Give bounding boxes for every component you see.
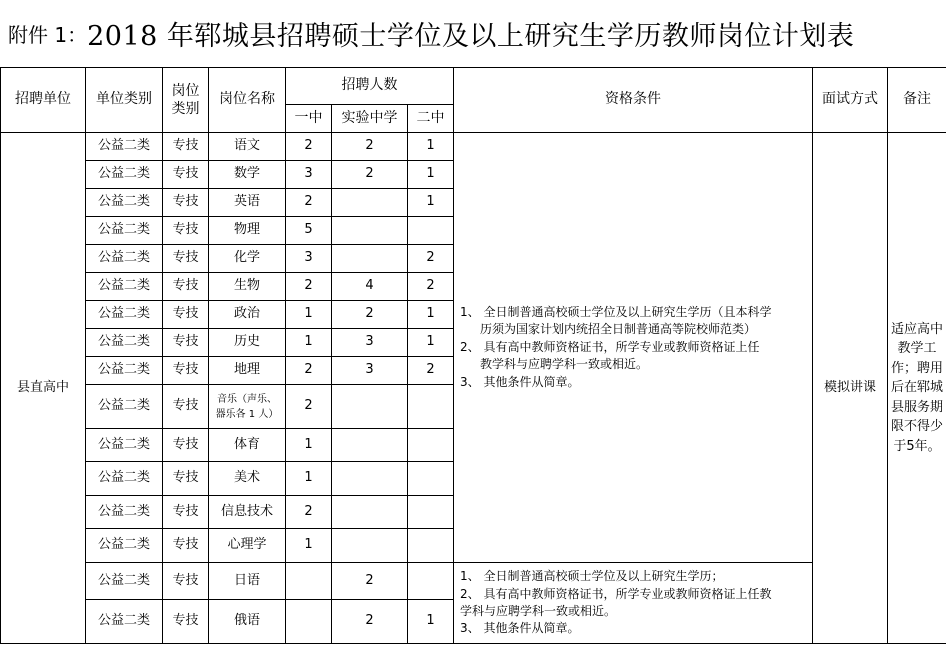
post-type: 专技: [163, 462, 209, 496]
unit-type: 公益二类: [86, 217, 163, 245]
count-yizhong: 1: [286, 529, 332, 563]
count-erzhong: [408, 563, 454, 600]
qualification-line: 3、 其他条件从简章。: [460, 374, 580, 389]
post-name: 心理学: [209, 529, 286, 563]
count-yizhong: 2: [286, 189, 332, 217]
post-name: 语文: [209, 133, 286, 161]
count-yizhong: 2: [286, 385, 332, 429]
header-school-erzhong: 二中: [408, 105, 454, 133]
unit-type: 公益二类: [86, 429, 163, 462]
count-shiyan: 2: [332, 161, 408, 189]
unit-type: 公益二类: [86, 496, 163, 529]
post-name: 英语: [209, 189, 286, 217]
qualification-line: 教学科与应聘学科一致或相近。: [480, 357, 649, 372]
post-type: 专技: [163, 600, 209, 644]
count-yizhong: 3: [286, 161, 332, 189]
post-name: [209, 385, 286, 429]
unit-type: 公益二类: [86, 189, 163, 217]
count-shiyan: [332, 217, 408, 245]
table-row: [1, 563, 946, 600]
count-erzhong: [408, 217, 454, 245]
post-name: 美术: [209, 462, 286, 496]
count-shiyan: [332, 429, 408, 462]
count-shiyan: 2: [332, 133, 408, 161]
count-erzhong: 1: [408, 189, 454, 217]
count-erzhong: [408, 385, 454, 429]
qualification-language: [454, 563, 813, 644]
unit-type: 公益二类: [86, 462, 163, 496]
count-erzhong: [408, 496, 454, 529]
count-yizhong: [286, 600, 332, 644]
count-erzhong: 1: [408, 161, 454, 189]
post-type: 专技: [163, 273, 209, 301]
count-shiyan: [332, 245, 408, 273]
remark-note: 适应高中教学工作；聘用后在郓城县服务期限不得少于5年。: [888, 133, 946, 644]
post-name: 体育: [209, 429, 286, 462]
post-name: 历史: [209, 329, 286, 357]
count-erzhong: 1: [408, 301, 454, 329]
qualification-line: 2、 具有高中教师资格证书，所学专业或教师资格证上任: [460, 339, 760, 354]
unit-type: 公益二类: [86, 301, 163, 329]
table-row: [1, 133, 946, 161]
qualification-line: 1、 全日制普通高校硕士学位及以上研究生学历；: [460, 569, 724, 584]
count-yizhong: 1: [286, 429, 332, 462]
count-yizhong: 1: [286, 462, 332, 496]
count-yizhong: 1: [286, 301, 332, 329]
post-type: 专技: [163, 496, 209, 529]
post-name: 化学: [209, 245, 286, 273]
count-erzhong: [408, 429, 454, 462]
unit-type: 公益二类: [86, 529, 163, 563]
header-post-type-line1: 岗位: [171, 82, 200, 99]
page-title: 2018 年郓城县招聘硕士学位及以上研究生学历教师岗位计划表: [87, 20, 855, 52]
unit-type: 公益二类: [86, 357, 163, 385]
count-shiyan: 3: [332, 329, 408, 357]
unit-type: 公益二类: [86, 385, 163, 429]
qualification-line: 历须为国家计划内统招全日制普通高等院校师范类）: [480, 322, 757, 337]
qualification-general: [454, 133, 813, 563]
post-type: 专技: [163, 563, 209, 600]
unit-type: 公益二类: [86, 161, 163, 189]
post-type: 专技: [163, 301, 209, 329]
attachment-label: 附件 1：: [8, 22, 88, 47]
unit-type: 公益二类: [86, 563, 163, 600]
post-name-line2: 器乐各 1 人）: [215, 408, 279, 420]
unit-type: 公益二类: [86, 133, 163, 161]
count-shiyan: [332, 189, 408, 217]
count-shiyan: [332, 529, 408, 563]
count-yizhong: [286, 563, 332, 600]
post-name: 政治: [209, 301, 286, 329]
header-unit: 招聘单位: [1, 68, 86, 133]
count-erzhong: 1: [408, 133, 454, 161]
count-shiyan: [332, 462, 408, 496]
post-name: 日语: [209, 563, 286, 600]
count-shiyan: 2: [332, 563, 408, 600]
count-yizhong: 2: [286, 273, 332, 301]
header-count: 招聘人数: [286, 68, 454, 105]
count-shiyan: 3: [332, 357, 408, 385]
header-remark: 备注: [888, 68, 946, 133]
header-school-shiyan: 实验中学: [332, 105, 408, 133]
header-qualification: 资格条件: [454, 68, 813, 133]
qualification-line: 3、 其他条件从简章。: [460, 621, 580, 636]
post-name: 物理: [209, 217, 286, 245]
header-unit-type: 单位类别: [86, 68, 163, 133]
count-erzhong: 2: [408, 357, 454, 385]
post-type: 专技: [163, 133, 209, 161]
count-yizhong: 2: [286, 357, 332, 385]
count-shiyan: [332, 385, 408, 429]
unit-name: 县直高中: [1, 133, 86, 644]
header-post-type-line2: 类别: [171, 101, 200, 117]
document-title: [0, 0, 946, 66]
header-post-type: [163, 68, 209, 133]
post-name: 信息技术: [209, 496, 286, 529]
count-yizhong: 3: [286, 245, 332, 273]
header-post-name: 岗位名称: [209, 68, 286, 133]
qualification-line: 1、 全日制普通高校硕士学位及以上研究生学历（且本科学: [460, 305, 772, 320]
header-interview: 面试方式: [813, 68, 888, 133]
count-erzhong: 2: [408, 245, 454, 273]
count-shiyan: 2: [332, 301, 408, 329]
post-name-line1: 音乐（声乐、: [217, 393, 277, 405]
post-type: 专技: [163, 189, 209, 217]
count-shiyan: 2: [332, 600, 408, 644]
count-yizhong: 2: [286, 496, 332, 529]
post-type: 专技: [163, 385, 209, 429]
unit-type: 公益二类: [86, 600, 163, 644]
post-name: 地理: [209, 357, 286, 385]
count-erzhong: 2: [408, 273, 454, 301]
post-type: 专技: [163, 217, 209, 245]
post-type: 专技: [163, 357, 209, 385]
post-name: 数学: [209, 161, 286, 189]
count-yizhong: 5: [286, 217, 332, 245]
unit-type: 公益二类: [86, 329, 163, 357]
post-type: 专技: [163, 429, 209, 462]
post-type: 专技: [163, 529, 209, 563]
qualification-line: 2、 具有高中教师资格证书，所学专业或教师资格证上任教: [460, 586, 772, 601]
post-type: 专技: [163, 329, 209, 357]
post-type: 专技: [163, 245, 209, 273]
header-school-yizhong: 一中: [286, 105, 332, 133]
count-erzhong: [408, 462, 454, 496]
count-shiyan: [332, 496, 408, 529]
count-erzhong: 1: [408, 329, 454, 357]
count-yizhong: 2: [286, 133, 332, 161]
count-erzhong: [408, 529, 454, 563]
count-shiyan: 4: [332, 273, 408, 301]
unit-type: 公益二类: [86, 245, 163, 273]
count-yizhong: 1: [286, 329, 332, 357]
post-name: 俄语: [209, 600, 286, 644]
post-type: 专技: [163, 161, 209, 189]
count-erzhong: 1: [408, 600, 454, 644]
recruitment-plan-table: [0, 67, 946, 644]
interview-method: 模拟讲课: [813, 133, 888, 644]
post-name: 生物: [209, 273, 286, 301]
unit-type: 公益二类: [86, 273, 163, 301]
qualification-line: 学科与应聘学科一致或相近。: [460, 604, 617, 618]
